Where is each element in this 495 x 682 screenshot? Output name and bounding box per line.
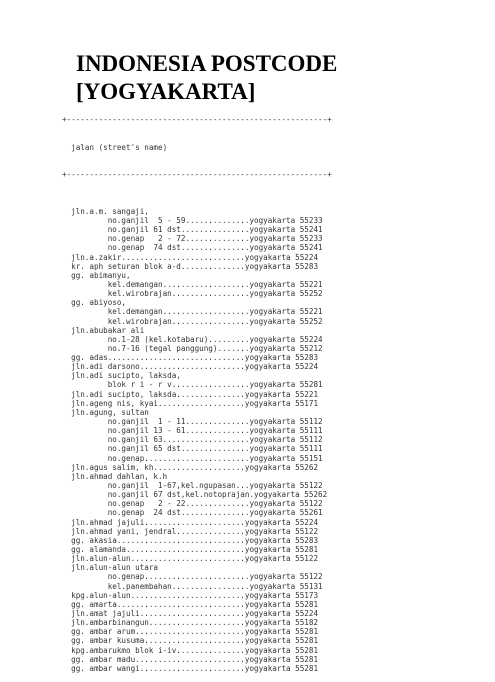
listing-line: no.ganjil 61 dst...............yogyakarta 55241 [62, 225, 323, 235]
listing-line: no.genap 74 dst...............yogyakarta 55241 [62, 243, 323, 253]
listing-line [62, 198, 332, 207]
listing-line: no.7-16 (tegal panggung).......yogyakarta 55212 [62, 343, 323, 353]
listing-line: gg. adas..............................yogyakarta 55283 [62, 353, 319, 363]
title-line-1: INDONESIA POSTCODE [76, 51, 338, 76]
listing-line: jln.ahmad jajuli......................yogyakarta 55224 [62, 517, 319, 527]
listing-line: no.ganjil 1-67,kel.ngupasan...yogyakarta 55122 [62, 481, 323, 491]
header-rule-top: +---------------------------------------------------------+ [62, 115, 332, 125]
listing-line: gg. ambar wangi.......................yogyakarta 55281 [62, 663, 319, 673]
title-line-2: [YOGYAKARTA] [76, 79, 256, 104]
listing-line: jln.ahmad yani, jendral...............yogyakarta 55122 [62, 526, 319, 536]
listing-line: kpg.alun-alun.........................yogyakarta 55173 [62, 590, 319, 600]
listing-line: jln.alun-alun.........................yogyakarta 55122 [62, 554, 319, 564]
listing-line: no.genap.......................yogyakarta 55151 [62, 453, 323, 463]
listing-line: kel.demangan...................yogyakarta 55221 [62, 279, 323, 289]
listing-line: jln.adi darsono.......................yogyakarta 55224 [62, 362, 319, 372]
listing-line: gg. abimanyu, [62, 270, 131, 280]
listing-line: gg. ambar arum........................yogyakarta 55281 [62, 627, 319, 637]
listing-line: kel.demangan...................yogyakarta 55221 [62, 307, 323, 317]
listing-line: jln.ambarbinangun.....................yogyakarta 55182 [62, 618, 319, 628]
listing-line: jln.ageng nis, kyai...................yogyakarta 55171 [62, 398, 319, 408]
listing-line: gg. akasia............................yogyakarta 55283 [62, 535, 319, 545]
listing-line: gg. ambar madu........................yogyakarta 55281 [62, 654, 319, 664]
listing-line: blok r i - r v.................yogyakarta 55281 [62, 380, 323, 390]
listing-line: kel.panembahan.................yogyakarta 55131 [62, 581, 323, 591]
listing-line: jln.a.zakir...........................yogyakarta 55224 [62, 252, 319, 262]
listing-line: jln.agus salim, kh....................yogyakarta 55262 [62, 462, 319, 472]
listing-line: no.genap 2 - 22..............yogyakarta 55122 [62, 499, 323, 509]
listing-lines [62, 198, 332, 673]
listing-line: no.ganjil 67 dst,kel.notoprajan.yogyakarta 55262 [62, 490, 328, 500]
listing-line: jln.adi sucipto, laksda, [62, 371, 181, 381]
listing-line: no.ganjil 5 - 59..............yogyakarta 55233 [62, 215, 323, 225]
listing-line: jln.alun-alun utara [62, 563, 159, 573]
listing-line: kpg.ambarukmo blok i-iv...............yogyakarta 55281 [62, 645, 319, 655]
listing-line: no.1-28 (kel.kotabaru).........yogyakarta 55224 [62, 334, 323, 344]
header-rule-bottom: +---------------------------------------------------------+ [62, 170, 332, 180]
listing-line: jln.amat jajuli.......................yogyakarta 55224 [62, 609, 319, 618]
listing-line: no.ganjil 13 - 61..............yogyakarta 55111 [62, 426, 323, 436]
listing-line: kel.wirobrajan.................yogyakarta 55252 [62, 316, 323, 326]
listing-line: jln.ahmad dahlan, k.h [62, 471, 168, 481]
listing-line: gg. amarta............................yogyakarta 55281 [62, 599, 319, 609]
listing-line: no.ganjil 63...................yogyakarta 55112 [62, 435, 323, 445]
listing-line: gg. alamanda..........................yogyakarta 55281 [62, 545, 319, 555]
postcode-listing [62, 97, 332, 682]
listing-line: no.genap 24 dst...............yogyakarta 55261 [62, 508, 323, 518]
listing-line: gg. abiyoso, [62, 298, 127, 308]
listing-line: jln.a.m. sangaji, [62, 206, 149, 216]
listing-line: jln.abubakar ali [62, 325, 145, 335]
listing-line: no.genap.......................yogyakarta 55122 [62, 572, 323, 582]
column-label: jalan (street's name) [62, 142, 168, 152]
listing-line: jln.adi sucipto, laksda...............yogyakarta 55221 [62, 389, 319, 399]
listing-line: no.ganjil 1 - 11..............yogyakarta 55112 [62, 417, 323, 427]
listing-line: no.ganjil 65 dst...............yogyakarta 55111 [62, 444, 323, 454]
listing-line: gg. ambar kusuma......................yogyakarta 55281 [62, 636, 319, 646]
listing-line: kr. aph seturan blok a-d..............yogyakarta 55283 [62, 261, 319, 271]
listing-line: jln.agung, sultan [62, 407, 149, 417]
listing-line: no.genap 2 - 72..............yogyakarta 55233 [62, 234, 323, 244]
listing-line: kel.wirobrajan.................yogyakarta 55252 [62, 289, 323, 299]
